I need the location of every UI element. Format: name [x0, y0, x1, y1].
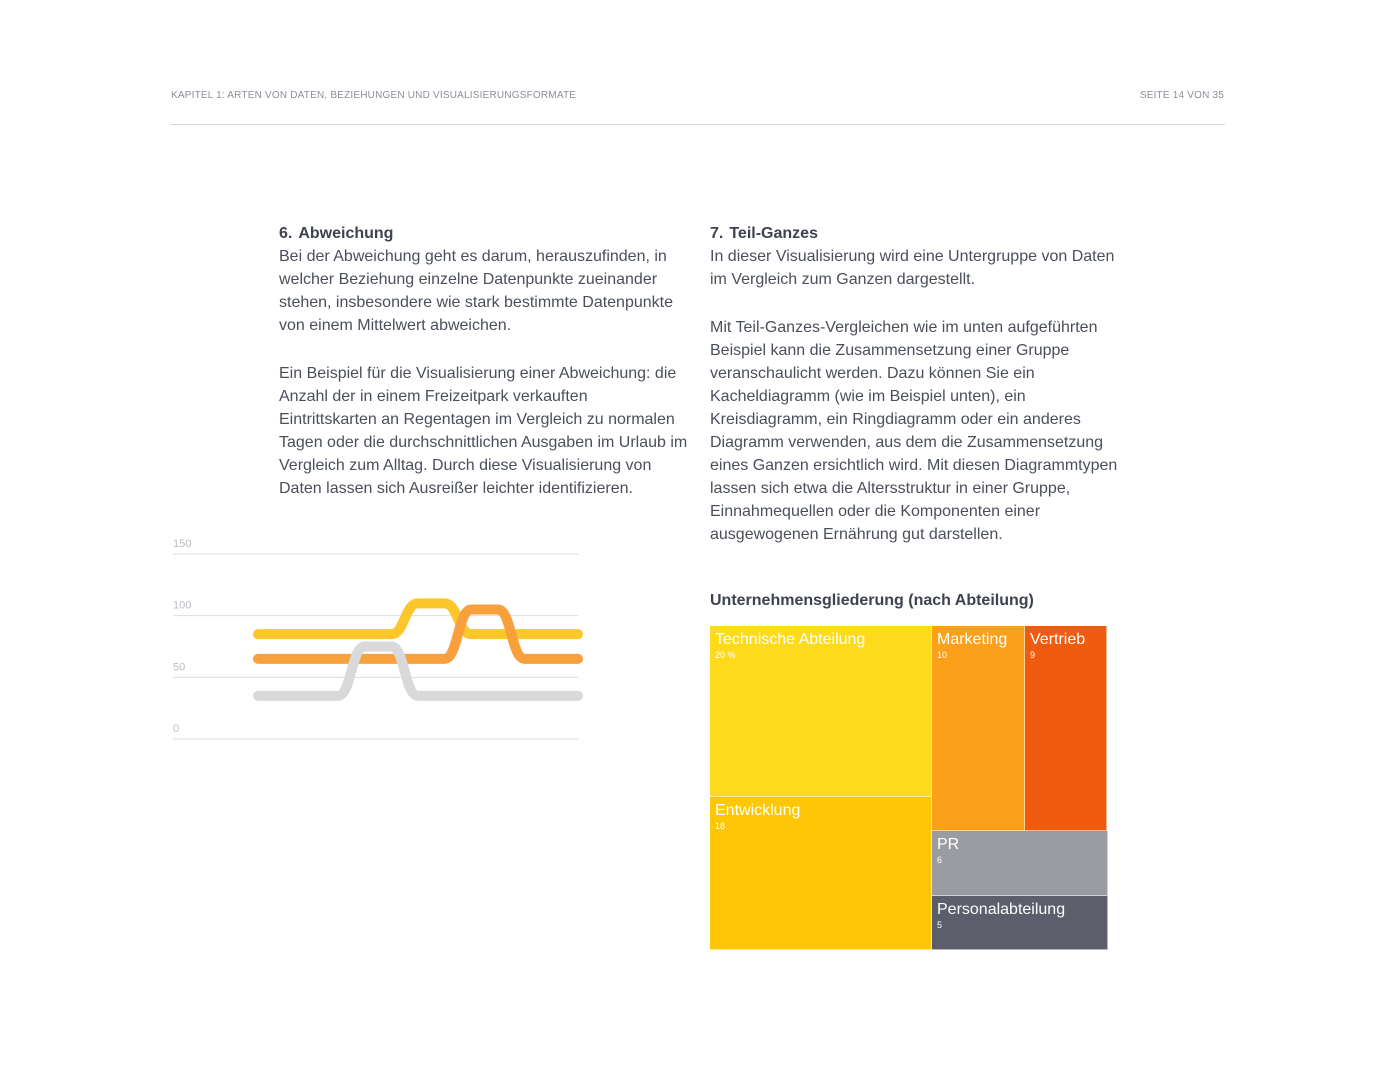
section-title: Abweichung [298, 225, 394, 242]
y-tick-label: 50 [173, 661, 186, 674]
tile-label: Entwicklung [715, 802, 801, 819]
treemap-tile-entwicklung[interactable] [710, 797, 932, 950]
paragraph-2: Ein Beispiel für die Visualisierung einer Abweichung: die Anzahl der in einem Freizeitpark verkauften Eintrittskarten an Regentagen im Vergleich zu normalen Tagen oder die durchschnittlichen Ausgaben im Urlaub im Vergleich zum Alltag. Durch diese Visualisierung von Daten lassen sich Ausreißer leichter identifizieren. [279, 365, 688, 497]
treemap-tile-personalabteilung[interactable] [932, 896, 1108, 950]
section-abweichung [279, 222, 689, 500]
tile-value: 5 [937, 920, 943, 930]
treemap-tile-marketing[interactable] [932, 626, 1025, 831]
paragraph-1: Bei der Abweichung geht es darum, herauszufinden, in welcher Beziehung einzelne Datenpunkte zueinander stehen, insbesondere wie stark bestimmte Datenpunkte von einem Mittelwert abweichen. [279, 248, 673, 334]
y-tick-label: 150 [173, 538, 192, 550]
treemap-tile-pr[interactable] [932, 831, 1108, 896]
header-page-number: SEITE 14 VON 35 [1139, 90, 1224, 101]
section-number: 7. [710, 225, 724, 242]
paragraph-1: In dieser Visualisierung wird eine Untergruppe von Daten im Vergleich zum Ganzen dargestellt. [710, 248, 1115, 288]
header-chapter: KAPITEL 1: ARTEN VON DATEN, BEZIEHUNGEN UND VISUALISIERUNGSFORMATE [171, 90, 577, 101]
section-heading [279, 222, 689, 245]
tile-value: 6 [937, 855, 943, 865]
treemap-title: Unternehmensgliederung (nach Abteilung) [710, 592, 1034, 609]
y-tick-label: 0 [173, 723, 180, 735]
y-tick-label: 100 [173, 599, 192, 612]
section-title: Teil-Ganzes [729, 225, 818, 242]
paragraph-2: Mit Teil-Ganzes-Vergleichen wie im unten aufgeführten Beispiel kann die Zusammensetzung einer Gruppe veranschaulicht werden. Dazu können Sie ein Kacheldiagramm (wie im Beispiel unten), ein Kreisdiagramm, ein Ringdiagramm oder ein anderes Diagramm verwenden, aus dem die Zusammensetzung eines Ganzen ersichtlich wird. Mit diesen Diagrammtypen lassen sich etwa die Altersstruktur in einer Gruppe, Einnahmequellen oder die Komponenten einer ausgewogenen Ernährung gut darstellen. [710, 319, 1118, 543]
section-number: 6. [279, 225, 293, 242]
tile-label: Technische Abteilung [715, 631, 866, 648]
tile-value: 9 [1030, 650, 1036, 660]
treemap-tile-vertrieb[interactable] [1025, 626, 1107, 831]
tile-label: Marketing [937, 631, 1008, 648]
tile-label: Vertrieb [1030, 631, 1086, 648]
series-line-yellow [258, 603, 578, 634]
tile-value: 10 [937, 650, 948, 660]
section-heading [710, 222, 1120, 245]
deviation-line-chart [168, 532, 588, 752]
tile-label: Personalabteilung [937, 901, 1066, 918]
section-teil-ganzes [710, 222, 1120, 546]
tile-value: 18 [715, 821, 726, 831]
tile-value: 20 % [715, 650, 736, 660]
tile-label: PR [937, 836, 960, 853]
treemap-tile-technische-abteilung[interactable] [710, 626, 932, 797]
header-divider [171, 124, 1225, 125]
